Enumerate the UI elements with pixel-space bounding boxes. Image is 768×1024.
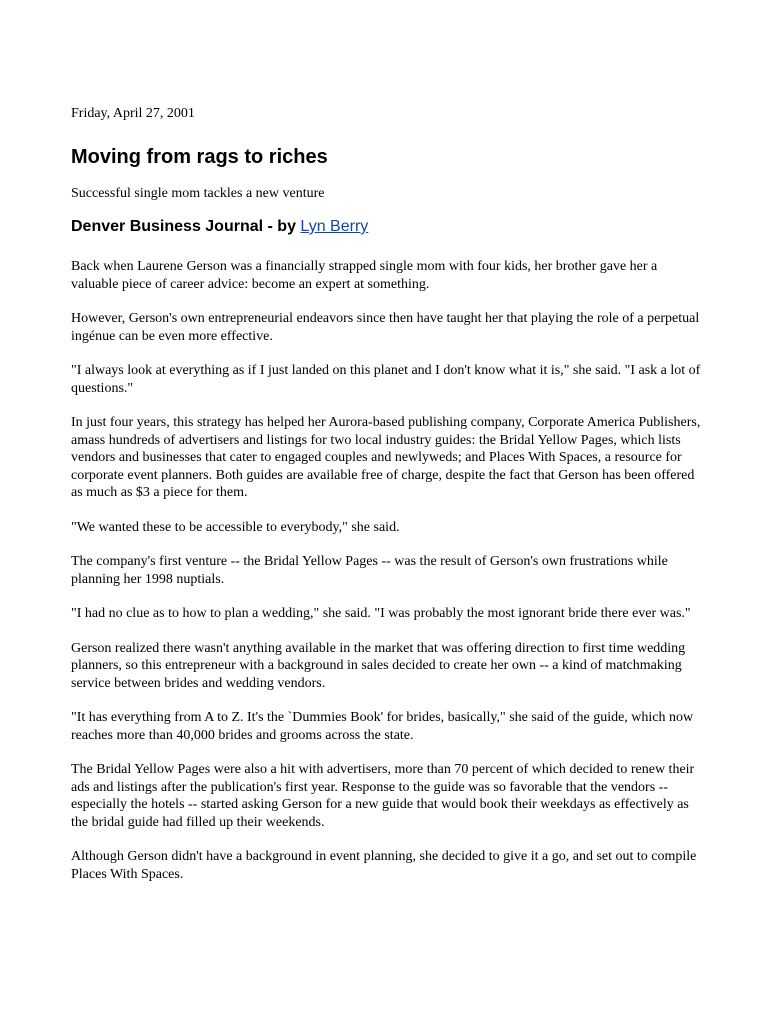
article-date: Friday, April 27, 2001 xyxy=(71,106,195,121)
article xyxy=(71,105,701,900)
body-paragraph: However, Gerson's own entrepreneurial endeavors since then have taught her that playing the role of a perpetual ingénue can be even more effective. xyxy=(71,311,700,344)
body-paragraph: Gerson realized there wasn't anything available in the market that was offering direction to first time wedding planners, so this entrepreneur with a background in sales decided to create her own -- a kind of matchmaking service between brides and wedding vendors. xyxy=(71,640,686,691)
article-body xyxy=(71,258,701,883)
body-paragraph: "I had no clue as to how to plan a wedding," she said. "I was probably the most ignorant bride there ever was." xyxy=(71,606,691,621)
body-paragraph: Although Gerson didn't have a background in event planning, she decided to give it a go, and set out to compile Places With Spaces. xyxy=(71,849,697,882)
body-paragraph: "I always look at everything as if I just landed on this planet and I don't know what it is," she said. "I ask a lot of questions." xyxy=(71,363,701,396)
body-paragraph: Back when Laurene Gerson was a financially strapped single mom with four kids, her brother gave her a valuable piece of career advice: become an expert at something. xyxy=(71,259,658,292)
body-paragraph: "We wanted these to be accessible to everybody," she said. xyxy=(71,519,400,535)
article-byline xyxy=(71,217,701,237)
byline-source: Denver Business Journal - by xyxy=(71,218,301,235)
author-link[interactable]: Lyn Berry xyxy=(300,218,369,235)
article-subheadline: Successful single mom tackles a new venture xyxy=(71,186,325,201)
body-paragraph: The company's first venture -- the Bridal Yellow Pages -- was the result of Gerson's own frustrations while planning her 1998 nuptials. xyxy=(71,554,668,587)
body-paragraph: "It has everything from A to Z. It's the `Dummies Book' for brides, basically," she said of the guide, which now reaches more than 40,000 brides and grooms across the state. xyxy=(71,710,694,743)
article-headline: Moving from rags to riches xyxy=(71,146,328,168)
body-paragraph: The Bridal Yellow Pages were also a hit with advertisers, more than 70 percent of which decided to renew their ads and listings after the publication's first year. Response to the guide was so favorable that the vendors -- especially the hotels -- started asking Gerson for a new guide that would book their weekdays as effectively as the bridal guide had filled up their weekends. xyxy=(71,762,695,830)
body-paragraph: In just four years, this strategy has helped her Aurora-based publishing company, Corporate America Publishers, amass hundreds of advertisers and listings for two local industry guides: the Bridal Yellow Pages, which lists vendors and businesses that cater to engaged couples and newlyweds; and Places With Spaces, a resource for corporate event planners. Both guides are available free of charge, despite the fact that Gerson has been offered as much as $3 a piece for them. xyxy=(71,415,701,500)
